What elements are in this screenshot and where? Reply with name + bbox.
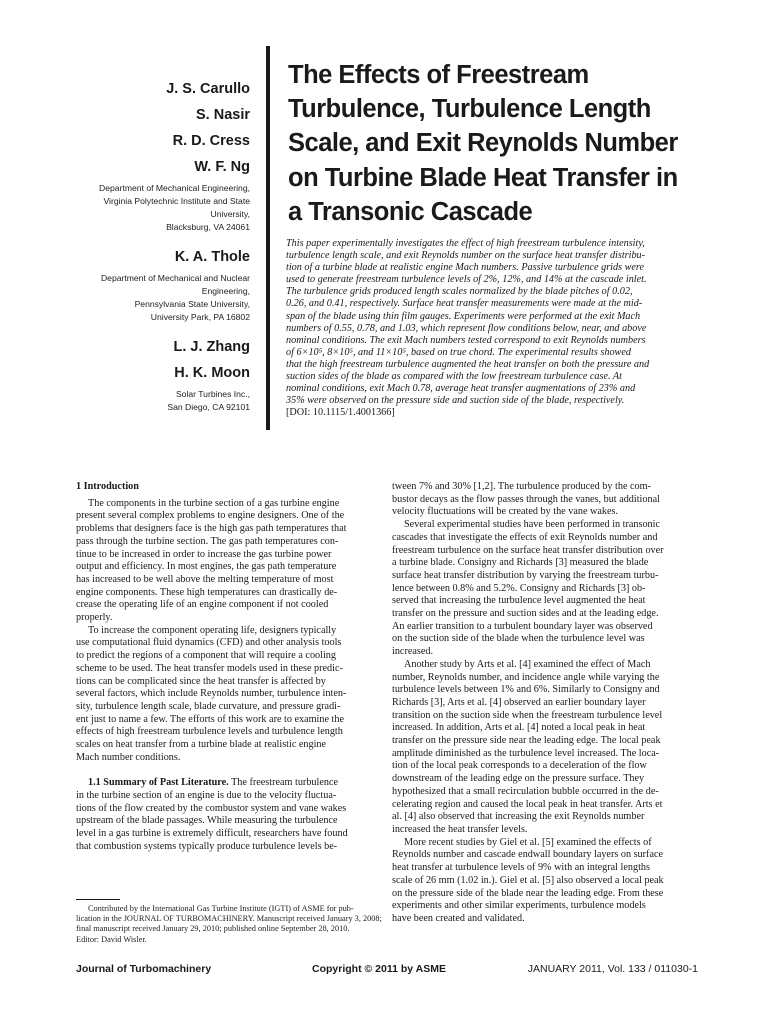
footnote-line: final manuscript received January 29, 2010; published online September 28, 2010. <box>76 924 350 934</box>
body-line: problems that designers face is the high gas path temperatures that <box>76 523 347 535</box>
body-line: surface heat transfer distribution by varying the freestream turbu- <box>392 569 659 581</box>
body-line: effects of high freestream turbulence levels and turbulence length <box>76 726 343 738</box>
body-line: To increase the component operating life, designers typically <box>88 624 337 636</box>
body-line: upstream of the blade passages. While measuring the turbulence <box>76 815 338 827</box>
author-name: H. K. Moon <box>174 365 250 381</box>
body-line: Reynolds number and cascade endwall boundary layers on surface <box>392 849 664 861</box>
footer-issue-info: JANUARY 2011, Vol. 133 / 011030-1 <box>527 963 698 975</box>
abstract <box>286 238 694 419</box>
body-line: on the suction side of the blade when the turbulence level was <box>392 633 645 645</box>
page-footer <box>76 963 698 979</box>
abstract-line: nominal conditions. The exit Mach numbers tested correspond to exit Reynolds numbers <box>286 334 646 346</box>
body-line: tions can be complicated since the heat transfer is affected by <box>76 675 326 687</box>
body-line: turbulence levels between 1% and 6%. Similarly to Consigny and <box>392 684 660 696</box>
affiliation-line: University, <box>210 209 250 219</box>
author-name: K. A. Thole <box>174 249 250 265</box>
body-line: tions of the flow created by the combustor system and vane wakes <box>76 802 347 814</box>
body-line: increased. In addition, Arts et al. [4] noted a local peak in heat <box>392 722 646 734</box>
paper-title <box>288 58 728 229</box>
authors-block <box>60 76 250 424</box>
body-line: crease the operating life of an engine component if not cooled <box>76 599 329 611</box>
affiliation-line: Blacksburg, VA 24061 <box>166 222 250 232</box>
title-line: Scale, and Exit Reynolds Number <box>288 129 678 158</box>
body-line: several factors, which include Reynolds number, turbulence inten- <box>76 688 347 700</box>
body-line: has increased to be well above the melting temperature of most <box>76 573 334 585</box>
body-line: tion of the local peak corresponds to a deceleration of the flow <box>392 760 647 772</box>
body-line: velocity fluctuations will be created by the vane wakes. <box>392 506 619 518</box>
affiliation-line: Engineering, <box>201 286 250 296</box>
author-affiliation <box>60 388 250 414</box>
abstract-line: suction sides of the blade as compared with the low freestream turbulence case. At <box>286 371 622 383</box>
body-line: The components in the turbine section of a gas turbine engine <box>88 497 340 509</box>
footnote-divider <box>76 899 120 900</box>
paragraph-gap <box>76 764 378 777</box>
abstract-line: of 6×10⁵, 8×10⁵, and 11×10⁵, based on true chord. The experimental results showed <box>286 346 631 358</box>
body-line: pass through the turbine section. The gas path temperatures con- <box>76 535 339 547</box>
author-name: W. F. Ng <box>194 159 250 175</box>
section-heading: 1 Introduction <box>76 481 139 492</box>
header-divider <box>266 46 270 430</box>
abstract-line: that the high freestream turbulence augmented the heat transfer on both the pressure and <box>286 358 650 370</box>
affiliation-line: Department of Mechanical and Nuclear <box>100 273 250 283</box>
body-line: Another study by Arts et al. [4] examined the effect of Mach <box>404 658 651 670</box>
abstract-line: The turbulence grids produced length scales normalized by the blade pitches of 0.02, <box>286 286 633 298</box>
body-line: al. [4] also observed that increasing the exit Reynolds number <box>392 811 645 823</box>
body-line: a turbine blade. Consigny and Richards [3] measured the blade <box>392 557 649 569</box>
body-line: served that increasing the turbulence level augmented the heat <box>392 595 646 607</box>
footer-copyright: Copyright © 2011 by ASME <box>312 963 446 975</box>
body-line: engine components. These high temperatures can drastically de- <box>76 586 338 598</box>
abstract-line: 35% were observed on the pressure side and suction side of the blade, respectively. <box>286 395 625 407</box>
body-line: present several complex problems to engine designers. One of the <box>76 510 345 522</box>
footnote <box>76 904 386 945</box>
footer-journal-name: Journal of Turbomachinery <box>76 963 212 975</box>
affiliation-line: University Park, PA 16802 <box>150 312 250 322</box>
author-affiliation <box>60 182 250 234</box>
body-line: increased. <box>392 646 434 658</box>
title-line: on Turbine Blade Heat Transfer in <box>288 163 678 192</box>
body-line: sity, turbulence length scale, blade curvature, and pressure gradi- <box>76 700 341 712</box>
body-line: heat transfer at turbulence levels of 9% with an integral lengths <box>392 862 650 874</box>
body-line: to predict the regions of a component that will require a cooling <box>76 650 336 662</box>
body-column-left <box>76 481 378 853</box>
abstract-line: This paper experimentally investigates the effect of high freestream turbulence intensity, <box>286 238 645 249</box>
title-line: Turbulence, Turbulence Length <box>288 95 651 124</box>
body-line: Mach number conditions. <box>76 751 181 763</box>
affiliation-line: Solar Turbines Inc., <box>175 389 250 399</box>
body-line: increased the heat transfer levels. <box>392 823 528 835</box>
body-line: output and efficiency. In most engines, the gas path temperature <box>76 561 337 573</box>
body-line: lence between 0.8% and 5.2%. Consigny and Richards [3] ob- <box>392 582 646 594</box>
affiliation-line: Department of Mechanical Engineering, <box>99 183 250 193</box>
body-line: in the turbine section of an engine is due to the velocity fluctua- <box>76 789 337 801</box>
affiliation-line: Pennsylvania State University, <box>134 299 250 309</box>
body-line: An earlier transition to a turbulent boundary layer was observed <box>392 620 653 632</box>
body-line: transfer on the pressure side near the leading edge. The local peak <box>392 735 661 747</box>
body-line: use computational fluid dynamics (CFD) and other analysis tools <box>76 637 342 649</box>
body-line: bustor decays as the flow passes through the vanes, but additional <box>392 493 660 505</box>
abstract-line: tion of a turbine blade at realistic engine Mach numbers. Passive turbulence grids were <box>286 262 645 274</box>
doi[interactable]: [DOI: 10.1115/1.4001366] <box>286 407 395 419</box>
body-line: scale of 26 mm (1.02 in.). Giel et al. [5] also observed a local peak <box>392 874 664 886</box>
footnote-line: lication in the JOURNAL OF TURBOMACHINERY. Manuscript received January 3, 2008; <box>76 914 382 924</box>
abstract-line: nominal conditions, exit Mach 0.78, average heat transfer augmentations of 23% and <box>286 383 636 395</box>
author-name: J. S. Carullo <box>166 81 250 97</box>
author-name: R. D. Cress <box>172 133 250 149</box>
body-line: freestream turbulence on the surface heat transfer distribution over <box>392 544 664 556</box>
body-line: transition on the suction side when the freestream turbulence level <box>392 709 663 721</box>
author-affiliation <box>60 272 250 324</box>
body-line: transfer on the pressure and suction sides and at the leading edge. <box>392 608 659 620</box>
body-line: Several experimental studies have been performed in transonic <box>404 519 661 531</box>
body-line: ent just to name a few. The efforts of this work are to examine the <box>76 713 344 725</box>
body-line: downstream of the leading edge on the pressure surface. They <box>392 773 645 785</box>
body-line: level in a gas turbine is extremely difficult, researchers have found <box>76 827 348 839</box>
author-name: L. J. Zhang <box>173 339 250 355</box>
body-line: amplitude diminished as the turbulence level increased. The loca- <box>392 747 660 759</box>
subsection-heading: 1.1 Summary of Past Literature. <box>88 777 229 789</box>
body-line: celerating region and caused the local peak in heat transfer. Arts et <box>392 798 663 810</box>
author-name: S. Nasir <box>196 107 250 123</box>
body-line: hypothesized that a small recirculation bubble occurred in the de- <box>392 785 659 797</box>
body-line: scales on heat transfer from a turbine blade at realistic engine <box>76 739 327 751</box>
affiliation-line: San Diego, CA 92101 <box>167 402 250 412</box>
body-line: tinue to be increased in order to increase the gas turbine power <box>76 548 332 560</box>
body-line: on the pressure side of the blade near the leading edge. From these <box>392 887 664 899</box>
footnote-line: Editor: David Wisler. <box>76 934 147 944</box>
body-line: cascades that investigate the effects of exit Reynolds number and <box>392 531 658 543</box>
title-line: The Effects of Freestream <box>288 61 589 89</box>
abstract-line: turbulence length scale, and exit Reynolds number on the surface heat transfer distribu- <box>286 250 646 262</box>
body-column-right <box>392 481 694 926</box>
body-line: properly. <box>76 612 113 624</box>
body-line: have been created and validated. <box>392 912 525 924</box>
body-line: Richards [3], Arts et al. [4] observed an earlier boundary layer <box>392 696 646 708</box>
abstract-line: span of the blade using thin film gauges. Experiments were performed at the exit Mach <box>286 310 641 322</box>
abstract-text <box>286 238 694 407</box>
title-line: a Transonic Cascade <box>288 197 533 226</box>
body-line: number, Reynolds number, and incidence angle while varying the <box>392 671 660 683</box>
body-line: experiments and other similar experiments, turbulence models <box>392 900 646 912</box>
body-line: More recent studies by Giel et al. [5] examined the effects of <box>404 836 652 848</box>
body-line: tween 7% and 30% [1,2]. The turbulence produced by the com- <box>392 481 651 492</box>
body-line: that combustion systems typically produce turbulence levels be- <box>76 840 338 852</box>
affiliation-line: Virginia Polytechnic Institute and State <box>103 196 250 206</box>
subsection-line: 1.1 Summary of Past Literature. The freestream turbulence <box>88 777 338 789</box>
body-line: scheme to be used. The heat transfer models used in these predic- <box>76 662 343 674</box>
abstract-line: numbers of 0.55, 0.78, and 1.03, which represent flow conditions below, near, and above <box>286 322 647 334</box>
abstract-line: used to generate freestream turbulence levels of 2%, 12%, and 14% at the cascade inlet. <box>286 274 647 286</box>
abstract-line: 0.26, and 0.41, respectively. Surface heat transfer measurements were made at the mid- <box>286 298 643 310</box>
footnote-line: Contributed by the International Gas Turbine Institute (IGTI) of ASME for pub- <box>88 904 354 913</box>
